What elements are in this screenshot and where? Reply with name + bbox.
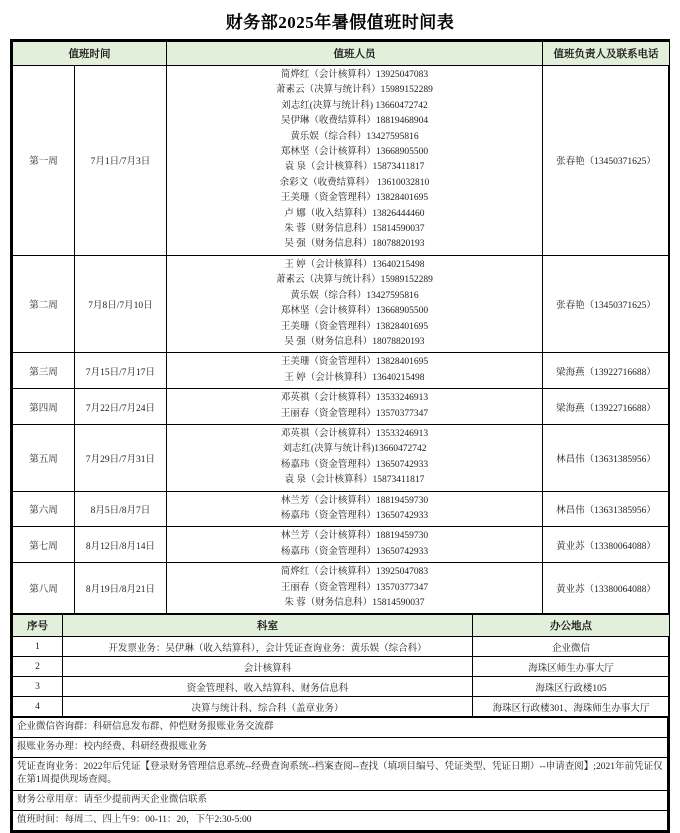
- duty-manager: 梁海燕（13922716688）: [543, 389, 670, 425]
- personnel-entry: 王 婷（会计核算科）13640215498: [284, 259, 425, 270]
- personnel-entry: 邓英祺（会计核算科）13533246913: [280, 428, 429, 439]
- office-location: 海珠区师生办事大厅: [473, 657, 670, 677]
- note-text: 凭证查询业务：2022年后凭证【登录财务管理信息系统--经费查询系统--档案查阅--查找（填项目编号、凭证类型、凭证日期）--申请查阅】;2021年前凭证仅在第1周提供现场查阅。: [13, 758, 668, 791]
- personnel-entry: 王丽春（资金管理科）13570377347: [280, 408, 429, 419]
- personnel-entry: 简烨红（会计核算科）13925047083: [280, 567, 429, 578]
- duty-week-row: [13, 66, 670, 256]
- personnel-entry: 林兰芳（会计核算科）18819459730: [280, 531, 429, 542]
- duty-manager: 黄业苏（13380064088）: [543, 527, 670, 563]
- note-row: [13, 718, 668, 738]
- personnel-entry: 王美珊（资金管理科）13828401695: [280, 357, 429, 368]
- personnel-list: [167, 255, 543, 352]
- office-no: 4: [13, 697, 63, 717]
- personnel-entry: 朱 蓉（财务信息科）15814590037: [284, 224, 425, 235]
- personnel-entry: 萧素云（决算与统计科）15989152289: [276, 275, 433, 286]
- personnel-entry: 黄乐娱（综合科）13427595816: [290, 290, 419, 301]
- personnel-entry: 简烨红（会计核算科）13925047083: [280, 70, 429, 80]
- office-dept: 决算与统计科、综合科（盖章业务）: [63, 697, 473, 717]
- week-label: 第一周: [13, 66, 75, 256]
- personnel-entry: 吴 强（财务信息科）18078820193: [284, 336, 425, 347]
- personnel-entry: 邓英祺（会计核算科）13533246913: [280, 393, 429, 404]
- office-no: 3: [13, 677, 63, 697]
- personnel-entry: 杨嘉玮（资金管理科）13650742933: [280, 546, 429, 557]
- week-dates: 8月5日/8月7日: [75, 491, 167, 527]
- week-dates: 7月29日/7月31日: [75, 424, 167, 491]
- duty-week-row: [13, 491, 670, 527]
- schedule-header-row: [13, 42, 670, 66]
- personnel-entry: 卢 娜（收入结算科）13826444460: [284, 208, 425, 219]
- duty-manager: 林昌伟（13631385956）: [543, 491, 670, 527]
- offices-header-row: [13, 615, 670, 637]
- personnel-entry: 吴伊琳（收费结算科）18819468904: [280, 116, 429, 127]
- column-header-dept: 科室: [63, 615, 473, 637]
- personnel-list: [167, 491, 543, 527]
- office-location: 海珠区行政楼301、海珠师生办事大厅: [473, 697, 670, 717]
- office-row: [13, 637, 670, 657]
- personnel-entry: 袁 泉（会计核算科）15873411817: [284, 475, 425, 486]
- personnel-entry: 刘志红(决算与统计科) 13660472742: [281, 100, 428, 111]
- duty-week-row: [13, 563, 670, 614]
- column-header-no: 序号: [13, 615, 63, 637]
- personnel-entry: 余彩文（收费结算科） 13610032810: [279, 177, 430, 188]
- duty-manager: 黄业苏（13380064088）: [543, 563, 670, 614]
- personnel-entry: 林兰芳（会计核算科）18819459730: [280, 495, 429, 506]
- personnel-entry: 杨嘉玮（资金管理科）13650742933: [280, 459, 429, 470]
- week-label: 第三周: [13, 353, 75, 389]
- personnel-list: [167, 66, 543, 256]
- personnel-entry: 郑林坚（会计核算科）13668905500: [280, 147, 429, 158]
- personnel-entry: 袁 泉（会计核算科）15873411817: [284, 162, 425, 173]
- office-row: [13, 697, 670, 717]
- week-label: 第二周: [13, 255, 75, 352]
- office-dept: 开发票业务：吴伊琳（收入结算科），会计凭证查询业务：黄乐娱（综合科）: [63, 637, 473, 657]
- office-row: [13, 657, 670, 677]
- note-text: 报账业务办理：校内经费、科研经费报账业务: [13, 738, 668, 758]
- week-dates: 7月8日/7月10日: [75, 255, 167, 352]
- page-title: 财务部2025年暑假值班时间表: [225, 13, 455, 32]
- duty-week-row: [13, 527, 670, 563]
- document-table-frame: [10, 39, 670, 833]
- personnel-entry: 王 婷（会计核算科）13640215498: [284, 372, 425, 383]
- personnel-entry: 杨嘉玮（资金管理科）13650742933: [280, 510, 429, 521]
- duty-schedule-table: [12, 41, 670, 614]
- office-location: 企业微信: [473, 637, 670, 657]
- column-header-location: 办公地点: [473, 615, 670, 637]
- office-row: [13, 677, 670, 697]
- week-label: 第五周: [13, 424, 75, 491]
- personnel-list: [167, 527, 543, 563]
- week-label: 第八周: [13, 563, 75, 614]
- week-label: 第七周: [13, 527, 75, 563]
- note-text: 值班时间：每周二、四上午9：00-11：20，下午2:30-5:00: [13, 811, 668, 831]
- personnel-entry: 郑林坚（会计核算科）13668905500: [280, 306, 429, 317]
- note-row: [13, 791, 668, 811]
- office-dept: 会计核算科: [63, 657, 473, 677]
- week-label: 第六周: [13, 491, 75, 527]
- duty-manager: 张春艳（13450371625）: [543, 66, 670, 256]
- personnel-entry: 刘志红(决算与统计科)13660472742: [282, 444, 427, 455]
- duty-week-row: [13, 255, 670, 352]
- personnel-list: [167, 389, 543, 425]
- office-dept: 资金管理科、收入结算科、财务信息科: [63, 677, 473, 697]
- personnel-entry: 萧素云（决算与统计科）15989152289: [276, 85, 433, 96]
- office-location-table: [12, 614, 670, 717]
- personnel-entry: 黄乐娱（综合科）13427595816: [290, 131, 419, 142]
- week-dates: 7月15日/7月17日: [75, 353, 167, 389]
- column-header-duty-manager: 值班负责人及联系电话: [543, 42, 670, 66]
- column-header-duty-time: 值班时间: [13, 42, 167, 66]
- note-row: [13, 758, 668, 791]
- office-location: 海珠区行政楼105: [473, 677, 670, 697]
- note-text: 企业微信咨询群：科研信息发布群、仲恺财务报账业务交流群: [13, 718, 668, 738]
- office-no: 1: [13, 637, 63, 657]
- note-text: 财务公章用章：请至少提前两天企业微信联系: [13, 791, 668, 811]
- week-dates: 7月22日/7月24日: [75, 389, 167, 425]
- note-row: [13, 811, 668, 831]
- duty-manager: 梁海燕（13922716688）: [543, 353, 670, 389]
- column-header-duty-personnel: 值班人员: [167, 42, 543, 66]
- duty-manager: 张春艳（13450371625）: [543, 255, 670, 352]
- duty-manager: 林昌伟（13631385956）: [543, 424, 670, 491]
- office-no: 2: [13, 657, 63, 677]
- duty-week-row: [13, 353, 670, 389]
- personnel-entry: 朱 蓉（财务信息科）15814590037: [284, 598, 425, 608]
- notes-table: [12, 717, 668, 831]
- personnel-list: [167, 353, 543, 389]
- personnel-entry: 吴 强（财务信息科）18078820193: [284, 239, 425, 250]
- week-dates: 8月12日/8月14日: [75, 527, 167, 563]
- personnel-list: [167, 563, 543, 614]
- note-row: [13, 738, 668, 758]
- week-dates: 7月1日/7月3日: [75, 66, 167, 256]
- personnel-list: [167, 424, 543, 491]
- week-label: 第四周: [13, 389, 75, 425]
- week-dates: 8月19日/8月21日: [75, 563, 167, 614]
- personnel-entry: 王美珊（资金管理科）13828401695: [280, 193, 429, 204]
- personnel-entry: 王丽春（资金管理科）13570377347: [280, 582, 429, 593]
- personnel-entry: 王美珊（资金管理科）13828401695: [280, 321, 429, 332]
- duty-week-row: [13, 389, 670, 425]
- duty-week-row: [13, 424, 670, 491]
